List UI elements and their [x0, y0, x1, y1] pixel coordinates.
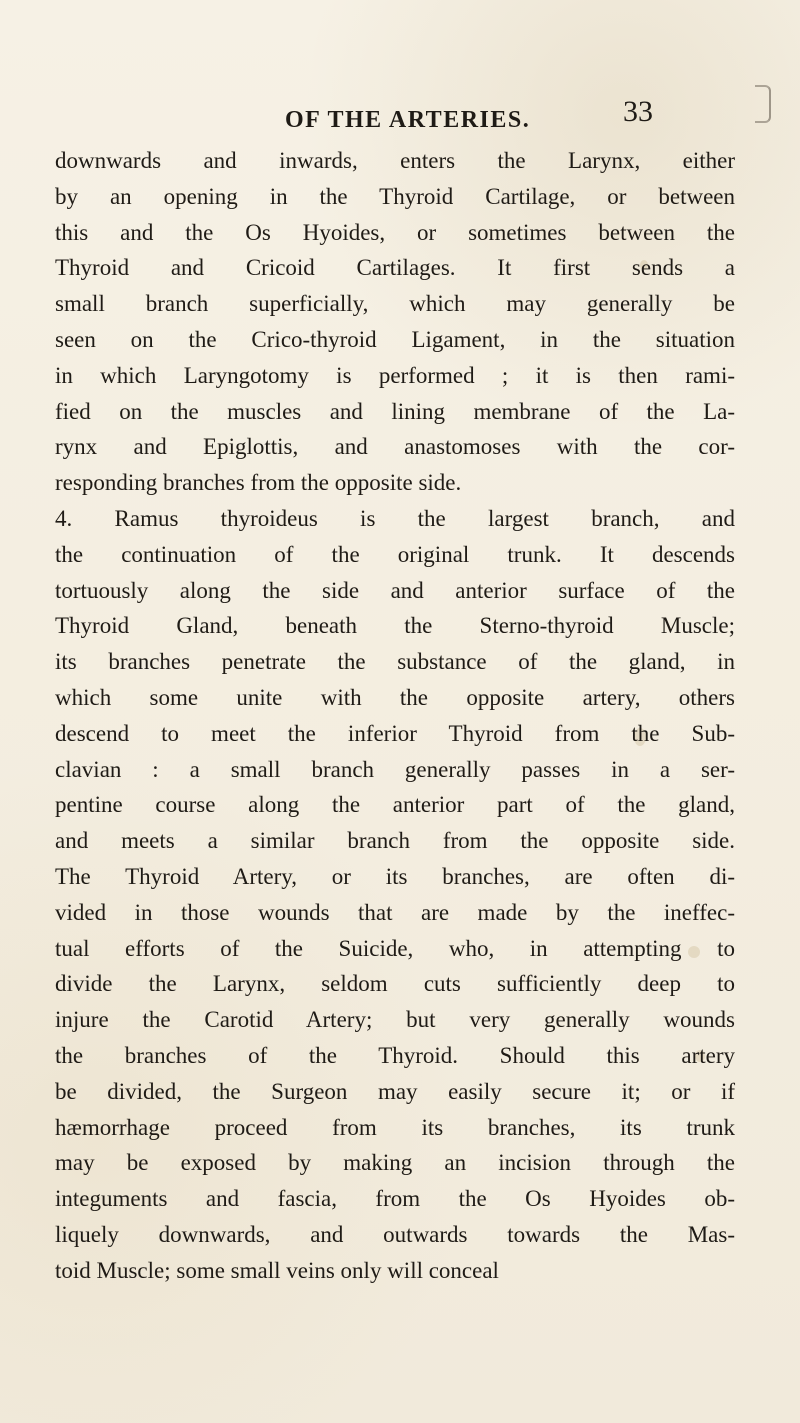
- text-line: descend to meet the inferior Thyroid from the Sub-: [55, 720, 735, 746]
- running-head: OF THE ARTERIES.: [285, 107, 531, 133]
- text-line: and meets a similar branch from the opposite side.: [55, 828, 735, 854]
- text-line: clavian : a small branch generally passes in a ser-: [55, 756, 735, 782]
- text-line: 4. Ramus thyroideus is the largest branch, and: [55, 505, 735, 531]
- text-line: tual efforts of the Suicide, who, in attempting to: [55, 935, 735, 961]
- text-line: vided in those wounds that are made by the ineffec-: [55, 899, 735, 925]
- text-line: the continuation of the original trunk. It descends: [55, 541, 735, 567]
- text-line: small branch superficially, which may generally be: [55, 291, 735, 317]
- page-number: 33: [623, 95, 653, 128]
- text-line: tortuously along the side and anterior surface of the: [55, 577, 735, 603]
- text-line: this and the Os Hyoides, or sometimes between the: [55, 219, 735, 245]
- text-line: Thyroid and Cricoid Cartilages. It first sends a: [55, 255, 735, 281]
- text-line: rynx and Epiglottis, and anastomoses with the cor-: [55, 434, 735, 460]
- text-line: downwards and inwards, enters the Larynx, either: [55, 148, 735, 173]
- body-text: [55, 143, 735, 1289]
- text-line: integuments and fascia, from the Os Hyoides ob-: [55, 1186, 735, 1212]
- text-line: pentine course along the anterior part of the gland,: [55, 792, 735, 818]
- text-line: divide the Larynx, seldom cuts sufficiently deep to: [55, 971, 735, 997]
- text-line: Thyroid Gland, beneath the Sterno-thyroid Muscle;: [55, 613, 735, 639]
- text-line: be divided, the Surgeon may easily secure it; or if: [55, 1078, 735, 1104]
- text-line: the branches of the Thyroid. Should this artery: [55, 1042, 735, 1068]
- text-line: in which Laryngotomy is performed ; it is then rami-: [55, 362, 735, 388]
- text-line: seen on the Crico-thyroid Ligament, in the situation: [55, 326, 735, 352]
- page-header: [0, 92, 800, 142]
- text-line: may be exposed by making an incision through the: [55, 1150, 735, 1176]
- text-line: by an opening in the Thyroid Cartilage, or between: [55, 183, 735, 209]
- text-line: injure the Carotid Artery; but very generally wounds: [55, 1007, 735, 1033]
- text-line: its branches penetrate the substance of the gland, in: [55, 649, 735, 675]
- text-line: fied on the muscles and lining membrane of the La-: [55, 398, 735, 424]
- text-line: hæmorrhage proceed from its branches, its trunk: [55, 1114, 735, 1140]
- text-line: The Thyroid Artery, or its branches, are often di-: [55, 863, 735, 889]
- text-line: which some unite with the opposite artery, others: [55, 684, 735, 710]
- text-line: responding branches from the opposite side.: [55, 470, 462, 496]
- text-line: liquely downwards, and outwards towards the Mas-: [55, 1221, 735, 1247]
- text-line: toid Muscle; some small veins only will conceal: [55, 1257, 499, 1283]
